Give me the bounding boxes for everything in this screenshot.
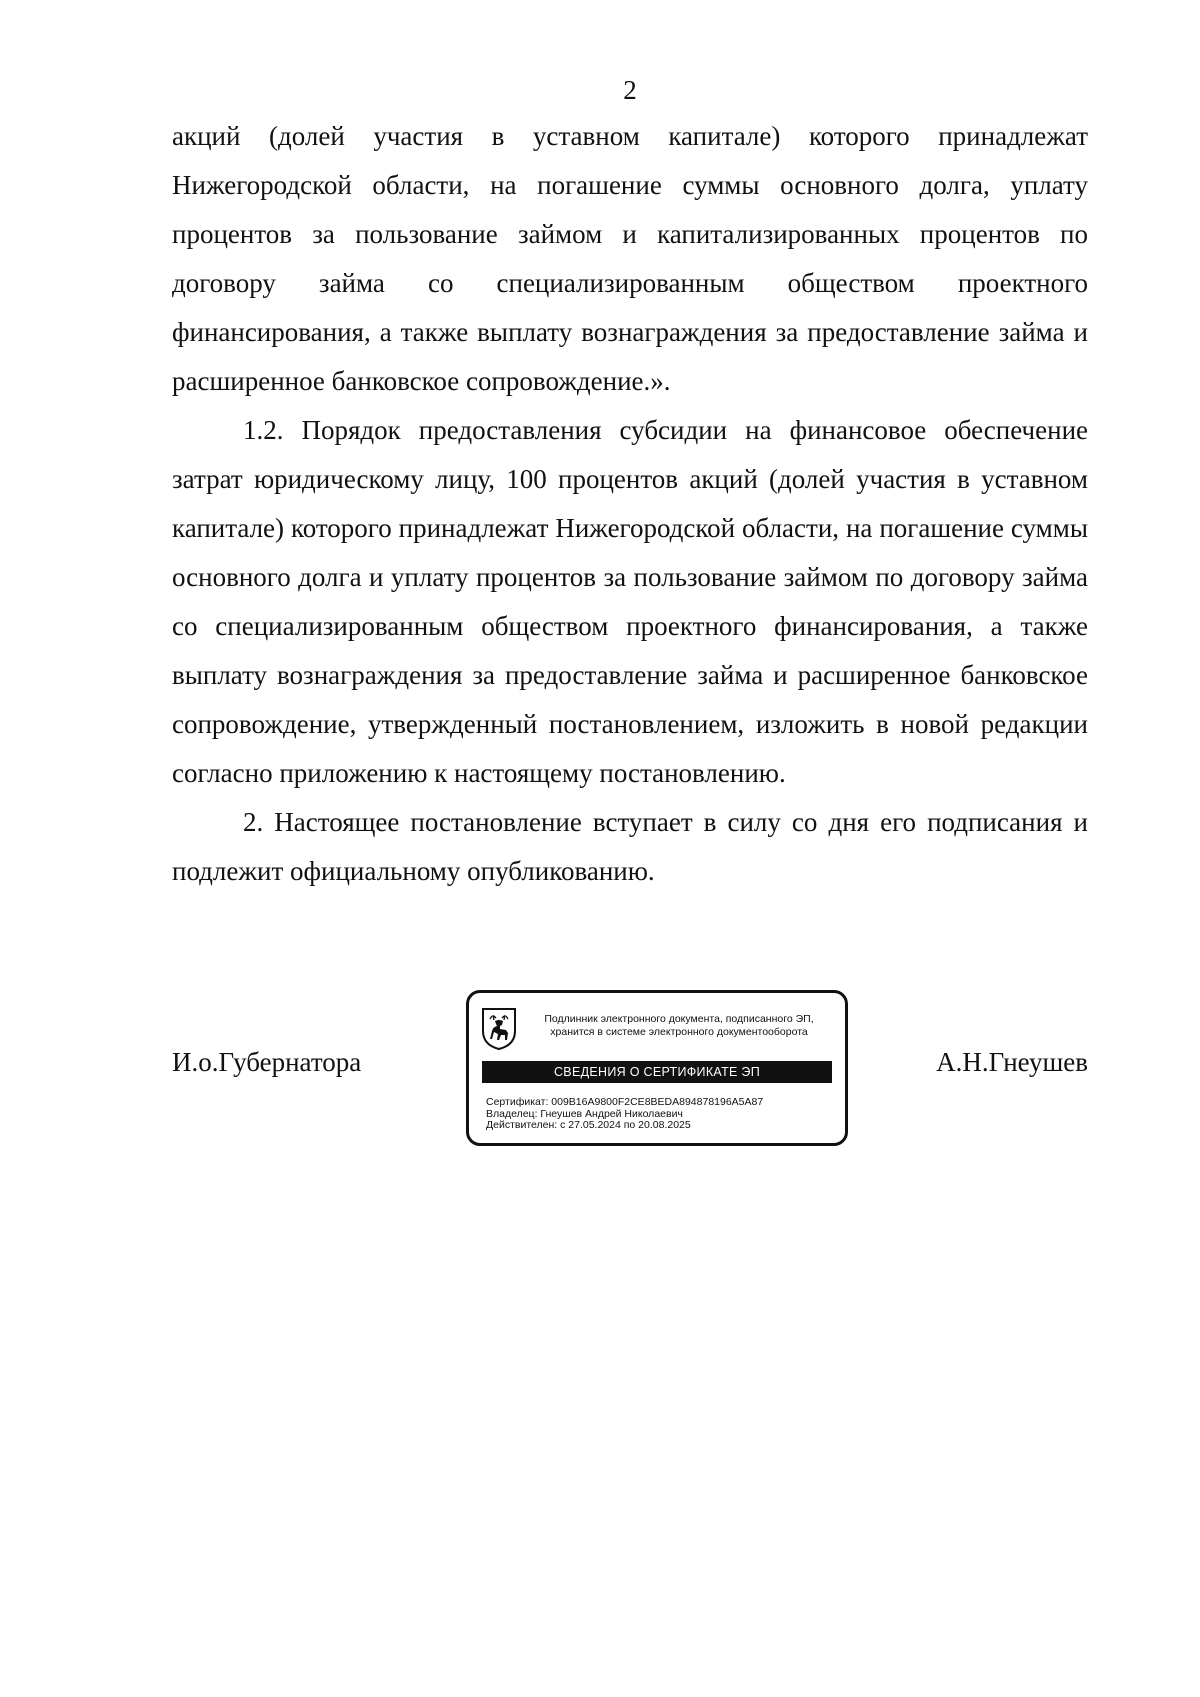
stamp-details — [486, 1097, 836, 1132]
stamp-header — [519, 1013, 839, 1039]
paragraph-continuation: акций (долей участия в уставном капитале) которого принадлежат Нижегородской области, на погашение суммы основного долга, уплату процентов за пользование займом и капитализированных процентов по договору займа со специализированным обществом проектного финансирования, а также выплату вознаграждения за предоставление займа и расширенное банковское сопровождение.». — [172, 121, 1088, 396]
certificate-owner: Владелец: Гнеушев Андрей Николаевич — [486, 1107, 683, 1120]
deer-coat-of-arms-icon — [481, 1007, 517, 1051]
page-number: 2 — [623, 75, 637, 105]
certificate-validity: Действителен: с 27.05.2024 по 20.08.2025 — [486, 1119, 691, 1131]
stamp-header-line-2: хранится в системе электронного документооборота — [550, 1026, 808, 1038]
stamp-title: СВЕДЕНИЯ О СЕРТИФИКАТЕ ЭП — [482, 1061, 832, 1083]
signatory-position: И.о.Губернатора — [172, 1047, 362, 1077]
signatory-name: А.Н.Гнеушев — [936, 1047, 1088, 1077]
paragraph-2: 2. Настоящее постановление вступает в силу со дня его подписания и подлежит официальному опубликованию. — [172, 807, 1088, 886]
electronic-signature-stamp — [466, 990, 848, 1146]
document-body — [172, 112, 1088, 896]
paragraph-1-2: 1.2. Порядок предоставления субсидии на финансовое обеспечение затрат юридическому лицу, 100 процентов акций (долей участия в уставном капитале) которого принадлежат Нижегородской области, на погашение суммы основного долга и уплату процентов за пользование займом по договору займа со специализированным обществом проектного финансирования, а также выплату вознаграждения за предоставление займа и расширенное банковское сопровождение, утвержденный постановлением, изложить в новой редакции согласно приложению к настоящему постановлению. — [172, 415, 1088, 788]
stamp-header-line-1: Подлинник электронного документа, подписанного ЭП, — [544, 1013, 814, 1025]
certificate-number: Сертификат: 009B16A9800F2CE8BEDA894878196A5A87 — [486, 1096, 764, 1108]
